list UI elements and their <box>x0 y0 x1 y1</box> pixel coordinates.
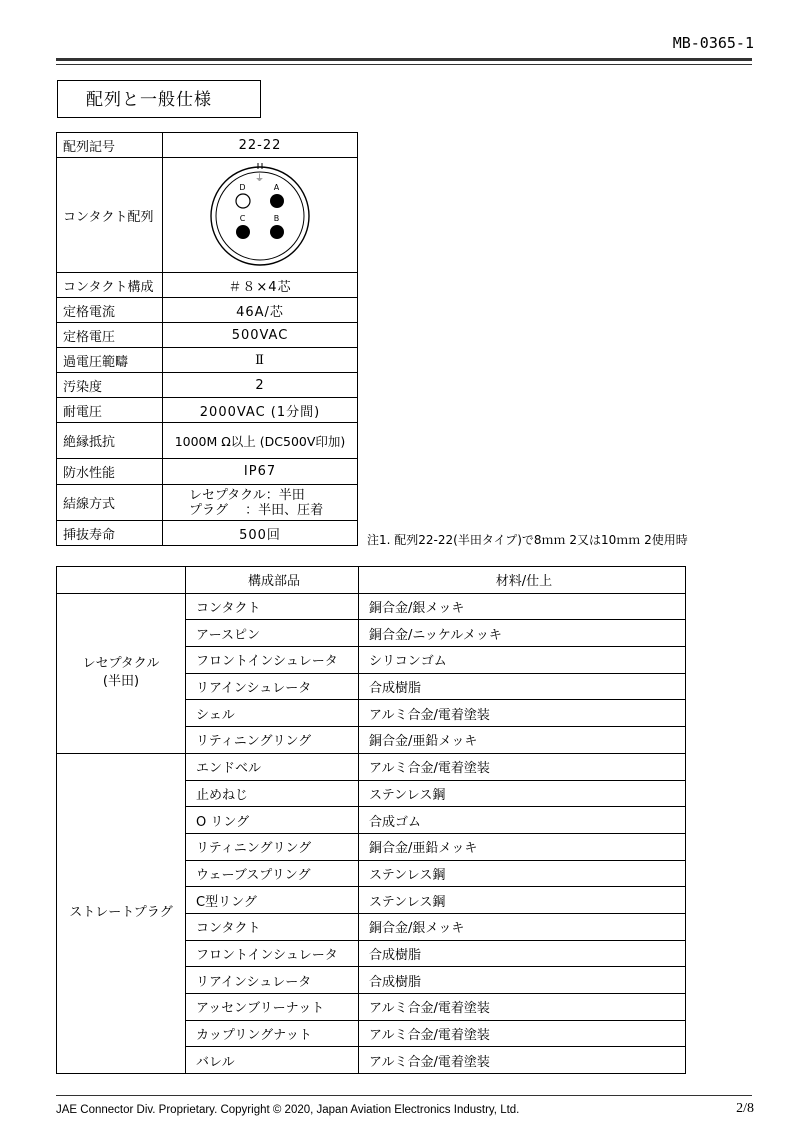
spec-row <box>57 373 358 398</box>
contact-label-c: C <box>239 213 247 223</box>
contact-d-icon <box>236 194 250 208</box>
component-material: 合成ゴム <box>359 807 686 834</box>
component-material: 銅合金/ニッケルメッキ <box>359 620 686 647</box>
header-material: 材料/仕上 <box>359 567 686 594</box>
spec-row <box>57 298 358 323</box>
component-name: リティニングリング <box>186 727 359 754</box>
spec-row <box>57 158 358 273</box>
spec-row <box>57 485 358 521</box>
component-name: アッセンブリーナット <box>186 994 359 1021</box>
component-material: アルミ合金/電着塗装 <box>359 994 686 1021</box>
contact-label-b: B <box>273 213 281 223</box>
materials-table <box>56 566 686 1074</box>
spec-value: 46A/芯 <box>163 298 358 323</box>
component-material: 銅合金/亜鉛メッキ <box>359 727 686 754</box>
component-name: コンタクト <box>186 913 359 940</box>
spec-row <box>57 423 358 459</box>
spec-value: 22-22 <box>163 133 358 158</box>
component-material: シリコンゴム <box>359 647 686 674</box>
header-group <box>57 567 186 594</box>
component-material: アルミ合金/電着塗装 <box>359 1020 686 1047</box>
component-material: 銅合金/亜鉛メッキ <box>359 833 686 860</box>
spec-value: 500VAC <box>163 323 358 348</box>
contact-label-d: D <box>239 182 247 192</box>
component-name: バレル <box>186 1047 359 1074</box>
footer-rule <box>56 1095 752 1096</box>
component-material: アルミ合金/電着塗装 <box>359 1047 686 1074</box>
spec-row <box>57 273 358 298</box>
component-material: 合成樹脂 <box>359 940 686 967</box>
table-row <box>57 753 686 780</box>
group-name: レセプタクル <box>82 656 160 672</box>
component-name: C型リング <box>186 887 359 914</box>
group-name: ストレートプラグ <box>69 905 173 921</box>
spec-value: 2 <box>163 373 358 398</box>
spec-label: 汚染度 <box>57 373 163 398</box>
header-component: 構成部品 <box>186 567 359 594</box>
contact-diagram-cell <box>163 158 358 273</box>
spec-label: 配列記号 <box>57 133 163 158</box>
group-cell-receptacle <box>57 593 186 753</box>
component-material: 合成樹脂 <box>359 673 686 700</box>
contact-b-icon <box>270 225 284 239</box>
group-cell-plug <box>57 753 186 1073</box>
component-name: シェル <box>186 700 359 727</box>
table-header-row <box>57 567 686 594</box>
spec-table <box>56 132 358 546</box>
spec-label: 結線方式 <box>57 485 163 521</box>
table-row <box>57 593 686 620</box>
footnote: 注1. 配列22-22(半田タイプ)で8ｍｍ 2又は10ｍｍ 2使用時 <box>367 533 688 547</box>
contact-arrangement-diagram <box>163 159 357 272</box>
spec-value-wiring <box>163 485 358 521</box>
spec-label: 耐電圧 <box>57 398 163 423</box>
contact-a-icon <box>270 194 284 208</box>
spec-row <box>57 323 358 348</box>
spec-value: Ⅱ <box>163 348 358 373</box>
spec-value: IP67 <box>163 459 358 485</box>
component-name: リアインシュレータ <box>186 967 359 994</box>
component-material: 合成樹脂 <box>359 967 686 994</box>
component-name: エンドベル <box>186 753 359 780</box>
header-rule-thick <box>56 58 752 61</box>
spec-label: 防水性能 <box>57 459 163 485</box>
component-name: リアインシュレータ <box>186 673 359 700</box>
group-subname: (半田) <box>102 674 140 690</box>
component-material: アルミ合金/電着塗装 <box>359 753 686 780</box>
spec-label: コンタクト配列 <box>57 158 163 273</box>
copyright-text: JAE Connector Div. Proprietary. Copyright © 2020, Japan Aviation Electronics Industry, Ltd. <box>56 1104 520 1116</box>
spec-row <box>57 459 358 485</box>
component-material: アルミ合金/電着塗装 <box>359 700 686 727</box>
spec-label: 定格電流 <box>57 298 163 323</box>
spec-value: 500回 <box>163 521 358 546</box>
contact-c-icon <box>236 225 250 239</box>
component-material: ステンレス鋼 <box>359 780 686 807</box>
component-name: フロントインシュレータ <box>186 940 359 967</box>
spec-row <box>57 133 358 158</box>
contact-label-a: A <box>273 182 281 192</box>
component-material: ステンレス鋼 <box>359 887 686 914</box>
component-material: ステンレス鋼 <box>359 860 686 887</box>
component-material: 銅合金/銀メッキ <box>359 913 686 940</box>
component-name: カップリングナット <box>186 1020 359 1047</box>
component-name: O リング <box>186 807 359 834</box>
wiring-receptacle: レセプタクル：半田 <box>189 487 305 503</box>
spec-value: ＃８×4芯 <box>163 273 358 298</box>
component-name: アースピン <box>186 620 359 647</box>
spec-label: コンタクト構成 <box>57 273 163 298</box>
spec-label: 過電圧範疇 <box>57 348 163 373</box>
component-name: リティニングリング <box>186 833 359 860</box>
component-material: 銅合金/銀メッキ <box>359 593 686 620</box>
wiring-plug: プラグ ：半田、圧着 <box>189 502 324 518</box>
spec-label: 挿抜寿命 <box>57 521 163 546</box>
section-title: 配列と一般仕様 <box>57 80 261 118</box>
header-rule-thin <box>56 64 752 65</box>
component-name: ウェーブスプリング <box>186 860 359 887</box>
page-number: 2/8 <box>736 1101 754 1116</box>
spec-row <box>57 398 358 423</box>
spec-label: 絶縁抵抗 <box>57 423 163 459</box>
component-name: フロントインシュレータ <box>186 647 359 674</box>
spec-row <box>57 348 358 373</box>
document-id: MB-0365-1 <box>672 34 754 52</box>
spec-row <box>57 521 358 546</box>
component-name: コンタクト <box>186 593 359 620</box>
spec-value: 1000M Ω以上 (DC500V印加) <box>163 423 358 459</box>
spec-value: 2000VAC (1分間) <box>163 398 358 423</box>
component-name: 止めねじ <box>186 780 359 807</box>
spec-label: 定格電圧 <box>57 323 163 348</box>
ground-icon: ⏚ <box>254 173 266 184</box>
